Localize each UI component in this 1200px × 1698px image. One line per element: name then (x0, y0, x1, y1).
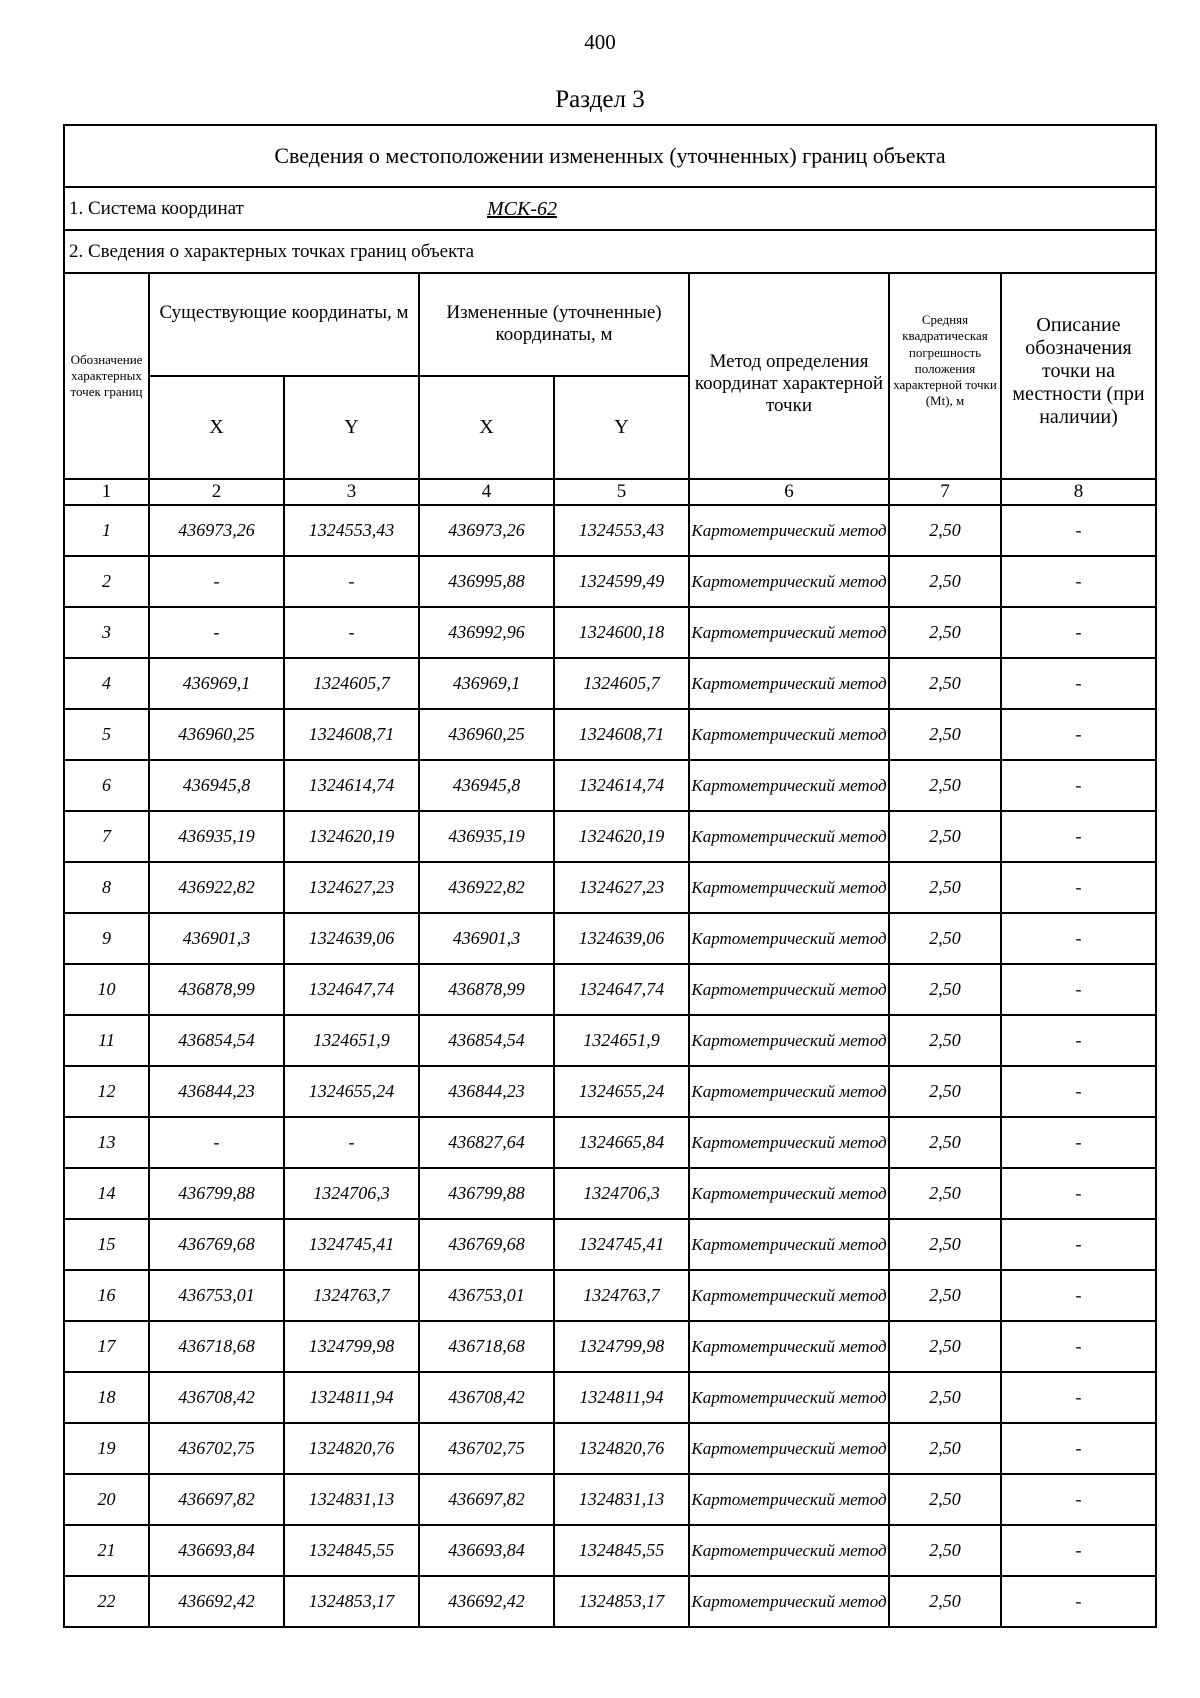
header-existing: Существующие координаты, м (149, 273, 419, 376)
description-cell: - (1001, 811, 1156, 862)
point-number-cell: 18 (64, 1372, 149, 1423)
point-number-cell: 8 (64, 862, 149, 913)
method-cell: Картометрический метод (689, 1168, 889, 1219)
method-cell: Картометрический метод (689, 1576, 889, 1627)
points-label: 2. Сведения о характерных точках границ объекта (64, 230, 1156, 273)
error-cell: 2,50 (889, 1168, 1001, 1219)
column-number: 5 (554, 479, 689, 505)
table-row (64, 811, 1156, 862)
existing-x-cell: 436702,75 (149, 1423, 284, 1474)
description-cell: - (1001, 556, 1156, 607)
method-cell: Картометрический метод (689, 1372, 889, 1423)
existing-y-cell: 1324627,23 (284, 862, 419, 913)
table-row (64, 862, 1156, 913)
existing-x-cell: 436935,19 (149, 811, 284, 862)
table-row (64, 913, 1156, 964)
section-title: Раздел 3 (555, 86, 645, 113)
error-cell: 2,50 (889, 709, 1001, 760)
error-cell: 2,50 (889, 760, 1001, 811)
point-number-cell: 1 (64, 505, 149, 556)
method-cell: Картометрический метод (689, 811, 889, 862)
changed-y-cell: 1324799,98 (554, 1321, 689, 1372)
changed-x-cell: 436693,84 (419, 1525, 554, 1576)
error-cell: 2,50 (889, 1576, 1001, 1627)
existing-y-cell: 1324763,7 (284, 1270, 419, 1321)
method-cell: Картометрический метод (689, 1423, 889, 1474)
changed-y-cell: 1324811,94 (554, 1372, 689, 1423)
table-row (64, 1525, 1156, 1576)
method-cell: Картометрический метод (689, 1015, 889, 1066)
description-cell: - (1001, 1525, 1156, 1576)
coord-system-label: 1. Система координат (69, 197, 244, 219)
existing-y-cell: 1324614,74 (284, 760, 419, 811)
point-number-cell: 3 (64, 607, 149, 658)
changed-y-cell: 1324706,3 (554, 1168, 689, 1219)
description-cell: - (1001, 964, 1156, 1015)
existing-x-cell: 436960,25 (149, 709, 284, 760)
changed-y-cell: 1324639,06 (554, 913, 689, 964)
description-cell: - (1001, 760, 1156, 811)
error-cell: 2,50 (889, 1372, 1001, 1423)
description-cell: - (1001, 1168, 1156, 1219)
changed-y-cell: 1324614,74 (554, 760, 689, 811)
existing-y-cell: 1324745,41 (284, 1219, 419, 1270)
point-number-cell: 12 (64, 1066, 149, 1117)
method-cell: Картометрический метод (689, 1066, 889, 1117)
changed-y-cell: 1324745,41 (554, 1219, 689, 1270)
changed-x-cell: 436992,96 (419, 607, 554, 658)
existing-y-cell: 1324831,13 (284, 1474, 419, 1525)
method-cell: Картометрический метод (689, 1525, 889, 1576)
existing-y-cell: - (284, 1117, 419, 1168)
table-row (64, 1474, 1156, 1525)
method-cell: Картометрический метод (689, 1270, 889, 1321)
description-cell: - (1001, 1474, 1156, 1525)
description-cell: - (1001, 505, 1156, 556)
error-cell: 2,50 (889, 1525, 1001, 1576)
method-cell: Картометрический метод (689, 1321, 889, 1372)
description-cell: - (1001, 1015, 1156, 1066)
description-cell: - (1001, 1219, 1156, 1270)
existing-y-cell: - (284, 607, 419, 658)
error-cell: 2,50 (889, 658, 1001, 709)
table-row (64, 760, 1156, 811)
error-cell: 2,50 (889, 1321, 1001, 1372)
point-number-cell: 4 (64, 658, 149, 709)
method-cell: Картометрический метод (689, 862, 889, 913)
error-cell: 2,50 (889, 964, 1001, 1015)
header-designation: Обозначение характерных точек границ (64, 273, 149, 479)
changed-x-cell: 436854,54 (419, 1015, 554, 1066)
method-cell: Картометрический метод (689, 556, 889, 607)
changed-x-cell: 436753,01 (419, 1270, 554, 1321)
point-number-cell: 7 (64, 811, 149, 862)
changed-x-cell: 436922,82 (419, 862, 554, 913)
table-row (64, 1372, 1156, 1423)
table-row (64, 709, 1156, 760)
point-number-cell: 13 (64, 1117, 149, 1168)
existing-y-cell: 1324853,17 (284, 1576, 419, 1627)
table-row (64, 556, 1156, 607)
table-row (64, 964, 1156, 1015)
description-cell: - (1001, 913, 1156, 964)
boundary-points-table (63, 124, 1157, 1628)
changed-y-cell: 1324647,74 (554, 964, 689, 1015)
column-number: 4 (419, 479, 554, 505)
changed-y-cell: 1324820,76 (554, 1423, 689, 1474)
column-number: 3 (284, 479, 419, 505)
changed-y-cell: 1324853,17 (554, 1576, 689, 1627)
error-cell: 2,50 (889, 1117, 1001, 1168)
table-row (64, 1219, 1156, 1270)
point-number-cell: 10 (64, 964, 149, 1015)
table-row (64, 1066, 1156, 1117)
header-description: Описание обозначения точки на местности (при наличии) (1001, 273, 1156, 479)
changed-y-cell: 1324553,43 (554, 505, 689, 556)
existing-y-cell: 1324651,9 (284, 1015, 419, 1066)
header-changed-y: Y (554, 376, 689, 479)
existing-x-cell: 436753,01 (149, 1270, 284, 1321)
header-existing-y: Y (284, 376, 419, 479)
existing-x-cell: 436718,68 (149, 1321, 284, 1372)
changed-x-cell: 436718,68 (419, 1321, 554, 1372)
existing-y-cell: 1324706,3 (284, 1168, 419, 1219)
changed-y-cell: 1324599,49 (554, 556, 689, 607)
page-number: 400 (584, 30, 616, 54)
existing-y-cell: 1324811,94 (284, 1372, 419, 1423)
point-number-cell: 21 (64, 1525, 149, 1576)
error-cell: 2,50 (889, 607, 1001, 658)
existing-y-cell: 1324553,43 (284, 505, 419, 556)
changed-x-cell: 436878,99 (419, 964, 554, 1015)
error-cell: 2,50 (889, 1474, 1001, 1525)
point-number-cell: 16 (64, 1270, 149, 1321)
existing-y-cell: 1324820,76 (284, 1423, 419, 1474)
existing-x-cell: 436878,99 (149, 964, 284, 1015)
table-row (64, 1423, 1156, 1474)
table-row (64, 1576, 1156, 1627)
changed-y-cell: 1324627,23 (554, 862, 689, 913)
changed-x-cell: 436769,68 (419, 1219, 554, 1270)
changed-y-cell: 1324605,7 (554, 658, 689, 709)
description-cell: - (1001, 1117, 1156, 1168)
error-cell: 2,50 (889, 913, 1001, 964)
changed-x-cell: 436827,64 (419, 1117, 554, 1168)
existing-y-cell: 1324655,24 (284, 1066, 419, 1117)
column-number: 1 (64, 479, 149, 505)
method-cell: Картометрический метод (689, 913, 889, 964)
existing-y-cell: 1324799,98 (284, 1321, 419, 1372)
table-row (64, 1321, 1156, 1372)
error-cell: 2,50 (889, 811, 1001, 862)
changed-y-cell: 1324831,13 (554, 1474, 689, 1525)
method-cell: Картометрический метод (689, 658, 889, 709)
changed-y-cell: 1324763,7 (554, 1270, 689, 1321)
existing-y-cell: 1324845,55 (284, 1525, 419, 1576)
description-cell: - (1001, 1423, 1156, 1474)
point-number-cell: 15 (64, 1219, 149, 1270)
existing-x-cell: 436708,42 (149, 1372, 284, 1423)
table-row (64, 505, 1156, 556)
coord-system-row (64, 187, 1156, 230)
error-cell: 2,50 (889, 1270, 1001, 1321)
changed-x-cell: 436702,75 (419, 1423, 554, 1474)
table-row (64, 658, 1156, 709)
method-cell: Картометрический метод (689, 709, 889, 760)
changed-y-cell: 1324845,55 (554, 1525, 689, 1576)
point-number-cell: 17 (64, 1321, 149, 1372)
method-cell: Картометрический метод (689, 1219, 889, 1270)
description-cell: - (1001, 1270, 1156, 1321)
point-number-cell: 22 (64, 1576, 149, 1627)
header-existing-x: X (149, 376, 284, 479)
table-row (64, 1015, 1156, 1066)
method-cell: Картометрический метод (689, 607, 889, 658)
existing-x-cell: - (149, 607, 284, 658)
existing-x-cell: 436901,3 (149, 913, 284, 964)
point-number-cell: 5 (64, 709, 149, 760)
header-changed: Измененные (уточненные) координаты, м (419, 273, 689, 376)
table-row (64, 1270, 1156, 1321)
existing-x-cell: 436692,42 (149, 1576, 284, 1627)
changed-y-cell: 1324655,24 (554, 1066, 689, 1117)
column-number: 6 (689, 479, 889, 505)
header-error: Средняя квадратическая погрешность положения характерной точки (Mt), м (889, 273, 1001, 479)
error-cell: 2,50 (889, 1219, 1001, 1270)
changed-x-cell: 436708,42 (419, 1372, 554, 1423)
method-cell: Картометрический метод (689, 964, 889, 1015)
table-row (64, 1168, 1156, 1219)
existing-x-cell: 436693,84 (149, 1525, 284, 1576)
changed-y-cell: 1324665,84 (554, 1117, 689, 1168)
existing-y-cell: 1324639,06 (284, 913, 419, 964)
changed-y-cell: 1324608,71 (554, 709, 689, 760)
point-number-cell: 2 (64, 556, 149, 607)
coord-system-value: МСК-62 (487, 197, 557, 220)
existing-x-cell: 436969,1 (149, 658, 284, 709)
changed-x-cell: 436960,25 (419, 709, 554, 760)
column-number: 7 (889, 479, 1001, 505)
error-cell: 2,50 (889, 1066, 1001, 1117)
existing-x-cell: 436973,26 (149, 505, 284, 556)
existing-y-cell: - (284, 556, 419, 607)
description-cell: - (1001, 1372, 1156, 1423)
error-cell: 2,50 (889, 1015, 1001, 1066)
existing-y-cell: 1324608,71 (284, 709, 419, 760)
existing-x-cell: - (149, 1117, 284, 1168)
point-number-cell: 19 (64, 1423, 149, 1474)
description-cell: - (1001, 658, 1156, 709)
changed-x-cell: 436945,8 (419, 760, 554, 811)
description-cell: - (1001, 862, 1156, 913)
changed-x-cell: 436969,1 (419, 658, 554, 709)
method-cell: Картометрический метод (689, 760, 889, 811)
changed-x-cell: 436901,3 (419, 913, 554, 964)
description-cell: - (1001, 709, 1156, 760)
existing-y-cell: 1324605,7 (284, 658, 419, 709)
table-row (64, 1117, 1156, 1168)
existing-y-cell: 1324620,19 (284, 811, 419, 862)
description-cell: - (1001, 1576, 1156, 1627)
point-number-cell: 9 (64, 913, 149, 964)
existing-x-cell: 436945,8 (149, 760, 284, 811)
existing-x-cell: 436769,68 (149, 1219, 284, 1270)
changed-x-cell: 436995,88 (419, 556, 554, 607)
header-changed-x: X (419, 376, 554, 479)
column-number: 2 (149, 479, 284, 505)
error-cell: 2,50 (889, 556, 1001, 607)
column-number: 8 (1001, 479, 1156, 505)
existing-x-cell: 436799,88 (149, 1168, 284, 1219)
column-number-row (64, 479, 1156, 505)
header-method: Метод определения координат характерной точки (689, 273, 889, 479)
method-cell: Картометрический метод (689, 505, 889, 556)
changed-y-cell: 1324600,18 (554, 607, 689, 658)
error-cell: 2,50 (889, 505, 1001, 556)
point-number-cell: 14 (64, 1168, 149, 1219)
changed-x-cell: 436799,88 (419, 1168, 554, 1219)
description-cell: - (1001, 1321, 1156, 1372)
error-cell: 2,50 (889, 862, 1001, 913)
method-cell: Картометрический метод (689, 1117, 889, 1168)
changed-x-cell: 436697,82 (419, 1474, 554, 1525)
changed-y-cell: 1324651,9 (554, 1015, 689, 1066)
changed-x-cell: 436692,42 (419, 1576, 554, 1627)
changed-x-cell: 436973,26 (419, 505, 554, 556)
description-cell: - (1001, 1066, 1156, 1117)
error-cell: 2,50 (889, 1423, 1001, 1474)
description-cell: - (1001, 607, 1156, 658)
existing-x-cell: 436844,23 (149, 1066, 284, 1117)
changed-x-cell: 436844,23 (419, 1066, 554, 1117)
existing-x-cell: - (149, 556, 284, 607)
existing-x-cell: 436854,54 (149, 1015, 284, 1066)
point-number-cell: 6 (64, 760, 149, 811)
changed-y-cell: 1324620,19 (554, 811, 689, 862)
existing-x-cell: 436922,82 (149, 862, 284, 913)
point-number-cell: 11 (64, 1015, 149, 1066)
existing-y-cell: 1324647,74 (284, 964, 419, 1015)
changed-x-cell: 436935,19 (419, 811, 554, 862)
method-cell: Картометрический метод (689, 1474, 889, 1525)
point-number-cell: 20 (64, 1474, 149, 1525)
existing-x-cell: 436697,82 (149, 1474, 284, 1525)
table-caption: Сведения о местоположении измененных (уточненных) границ объекта (64, 125, 1156, 187)
table-row (64, 607, 1156, 658)
